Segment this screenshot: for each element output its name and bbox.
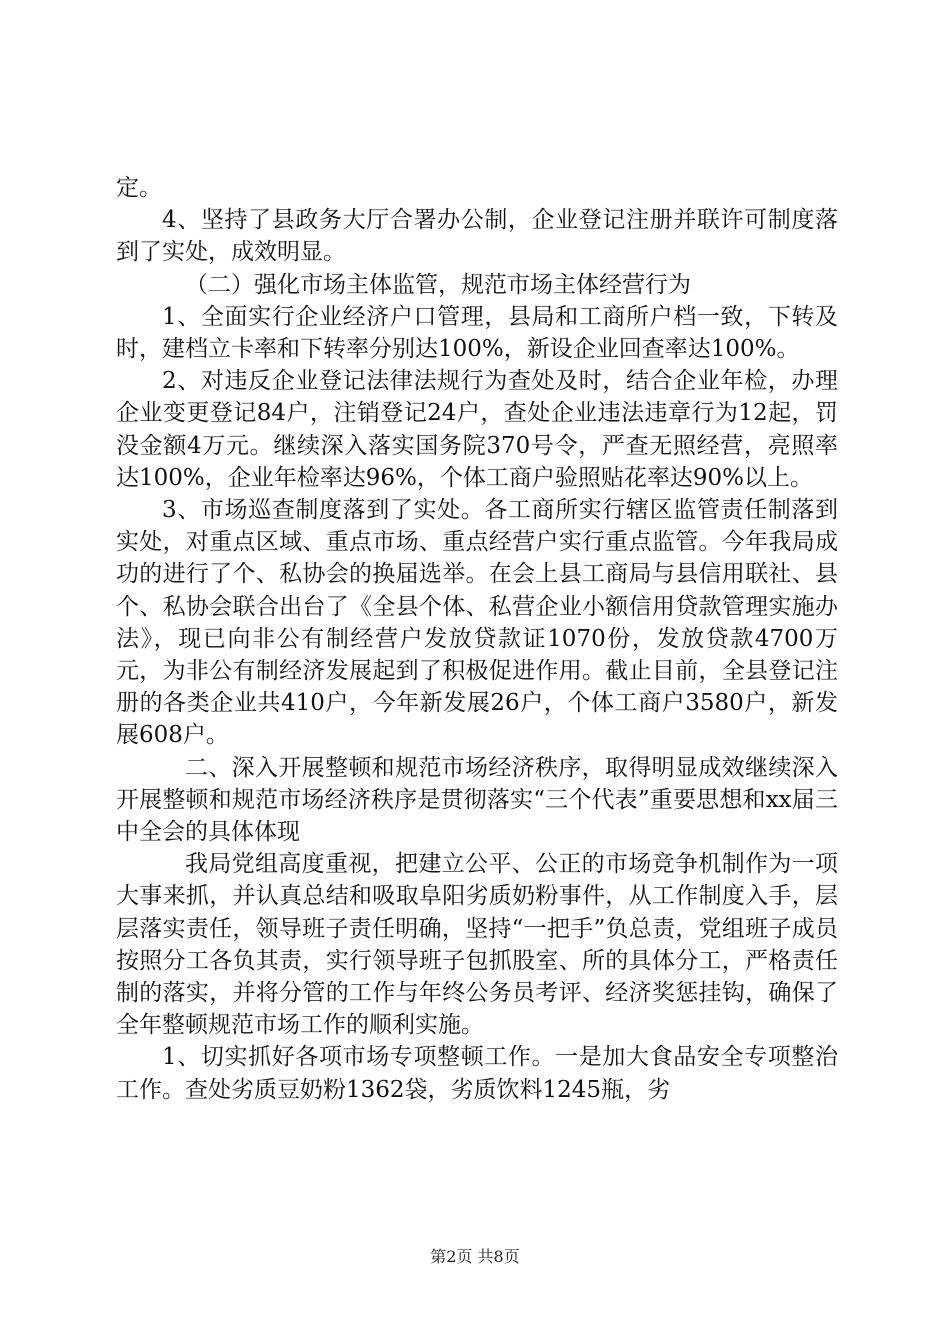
paragraph-special-rectification: 1、切实抓好各项市场专项整顿工作。一是加大食品安全专项整治工作。查处劣质豆奶粉1362袋，劣质饮料1245瓶，劣 [116,1044,838,1103]
section-heading-main-2: 二、深入开展整顿和规范市场经济秩序，取得明显成效继续深入开展整顿和规范市场经济秩序是贯彻落实“三个代表”重要思想和xx届三中全会的具体体现 [116,754,838,846]
section-heading-2: （二）强化市场主体监管，规范市场主体经营行为 [185,271,691,298]
document-body [116,172,838,1106]
paragraph-item-2: 2、对违反企业登记法律法规行为查处及时，结合企业年检，办理企业变更登记84户，注销登记24户，查处企业违法违章行为12起，罚没金额4万元。继续深入落实国务院370号令，严查无照经营，亮照率达100%，企业年检率达96%，个体工商户验照贴花率达90%以上。 [116,368,838,491]
paragraph-item-4: 4、坚持了县政务大厅合署办公制，企业登记注册并联许可制度落到了实处，成效明显。 [116,207,838,266]
paragraph-continuation: 定。 [116,175,162,201]
paragraph-item-3: 3、市场巡查制度落到了实处。各工商所实行辖区监管责任制落到实处，对重点区域、重点市场、重点经营户实行重点监管。今年我局成功的进行了个、私协会的换届选举。在会上县工商局与县信用联社、县个、私协会联合出台了《全县个体、私营企业小额信用贷款管理实施办法》，现已向非公有制经营户发放贷款证1070份，发放贷款4700万元，为非公有制经济发展起到了积极促进作用。截止目前，全县登记注册的各类企业共410户，今年新发展26户，个体工商户3580户，新发展608户。 [116,497,838,749]
paragraph-party-group: 我局党组高度重视，把建立公平、公正的市场竞争机制作为一项大事来抓，并认真总结和吸取阜阳劣质奶粉事件，从工作制度入手，层层落实责任，领导班子责任明确，坚持“一把手”负总责，党组班子成员按照分工各负其责，实行领导班子包抓股室、所的具体分工，严格责任制的落实，并将分管的工作与年终公务员考评、经济奖惩挂钩，确保了全年整顿规范市场工作的顺利实施。 [116,851,838,1039]
paragraph-item-1: 1、全面实行企业经济户口管理，县局和工商所户档一致，下转及时，建档立卡率和下转率分别达100%，新设企业回查率达100%。 [116,303,838,363]
page-footer: 第2页 共8页 [430,1247,520,1266]
